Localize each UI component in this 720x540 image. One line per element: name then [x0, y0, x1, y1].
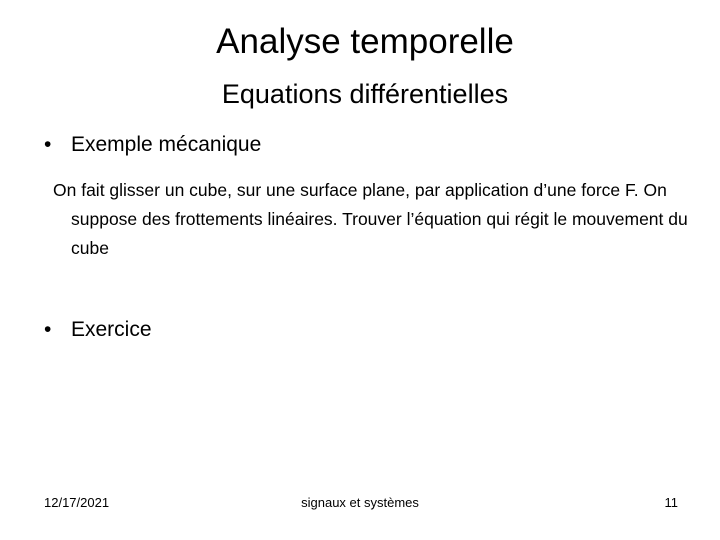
- bullet-item-exemple: [44, 131, 261, 159]
- bullet-text: Exemple mécanique: [71, 133, 262, 156]
- footer-date: 12/17/2021: [44, 495, 110, 510]
- footer-page-number: 11: [664, 495, 678, 510]
- bullet-text: Exercice: [71, 318, 152, 341]
- bullet-marker: •: [44, 318, 52, 341]
- footer-course: signaux et systèmes: [301, 495, 419, 510]
- slide-subtitle: Equations différentielles: [221, 79, 509, 109]
- slide-title: Analyse temporelle: [216, 22, 514, 61]
- problem-paragraph: On fait glisser un cube, sur une surface plane, par application d’une force F. On suppose des frottements linéaires. Trouver l’équation qui régit le mouvement du cube: [53, 180, 688, 258]
- bullet-marker: •: [44, 133, 52, 156]
- bullet-item-exercice: [44, 316, 152, 344]
